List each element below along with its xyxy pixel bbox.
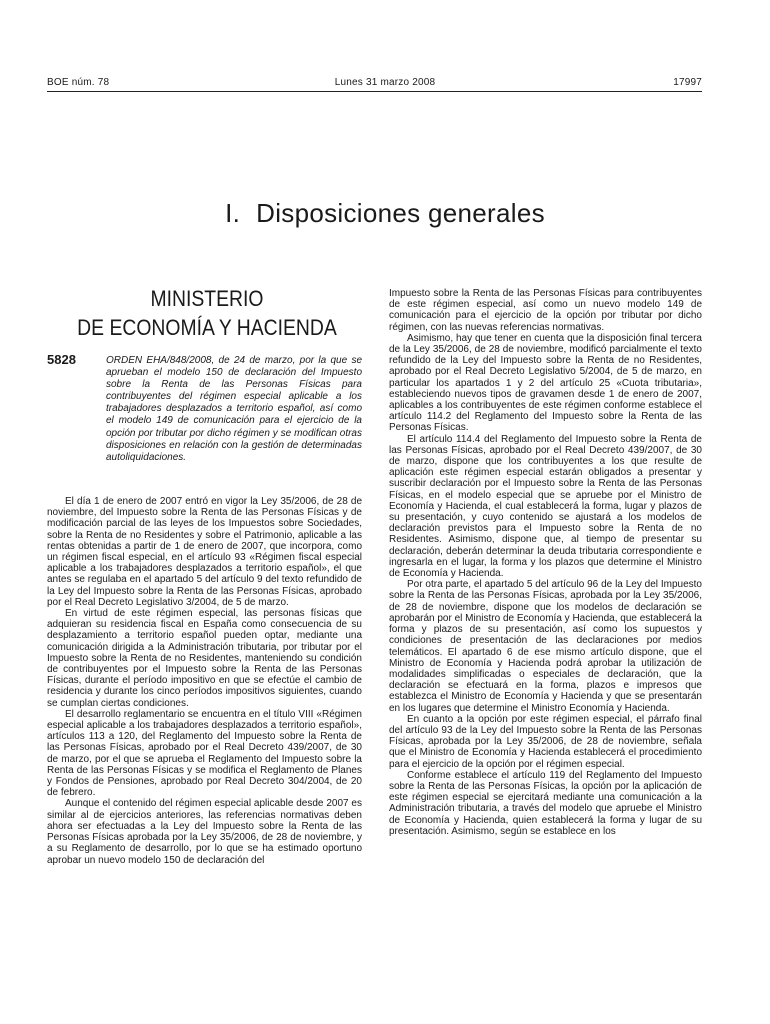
section-number: I.	[225, 198, 241, 228]
right-text-column	[389, 288, 702, 837]
header-date: Lunes 31 marzo 2008	[334, 77, 436, 88]
paragraph: Conforme establece el artículo 119 del Reglamento del Impuesto sobre la Renta de las Personas Físicas, la opción por la aplicación de este régimen especial se ejercitará mediante una comunicación a la Administración tributaria, a través del modelo que apruebe el Ministro de Economía y Hacienda, quien establecerá la forma y lugar de su presentación. Asimismo, según se establece en los	[389, 769, 702, 837]
paragraph: En cuanto a la opción por este régimen especial, el párrafo final del artículo 93 de la Ley del Impuesto sobre la Renta de las Personas Físicas, aprobada por la Ley 35/2006, de 28 de noviembre, señala que el Ministro de Economía y Hacienda establecerá el procedimiento para el ejercicio de la opción por el régimen especial.	[389, 713, 702, 770]
header-page-number: 17997	[673, 77, 702, 88]
paragraph: Asimismo, hay que tener en cuenta que la disposición final tercera de la Ley 35/2006, de 28 de noviembre, modificó parcialmente el texto refundido de la Ley del Impuesto sobre la Renta de no Residentes, aprobado por el Real Decreto Legislativo 5/2004, de 5 de marzo, en particular los apartados 1 y 2 del artículo 25 «Cuota tributaria», estableciendo nuevos tipos de gravamen desde 1 de enero de 2007, aplicables a los contribuyentes de este régimen conforme establece el artículo 114.2 del Reglamento del Impuesto sobre la Renta de las Personas Físicas.	[389, 332, 702, 434]
section-heading	[0, 198, 770, 229]
document-summary: ORDEN EHA/848/2008, de 24 de marzo, por la que se aprueban el modelo 150 de declaración del Impuesto sobre la Renta de las Personas Físicas para contribuyentes del régimen especial aplicable a los trabajadores desplazados a territorio español, así como el modelo 149 de comunicación para el ejercicio de la opción por tributar por dicho régimen y se modifican otras disposiciones en relación con la gestión de determinadas autoliquidaciones.	[106, 355, 362, 463]
document-number: 5828	[47, 352, 76, 367]
ministry-name-line-2: DE ECONOMÍA Y HACIENDA	[77, 315, 337, 340]
paragraph: El día 1 de enero de 2007 entró en vigor la Ley 35/2006, de 28 de noviembre, del Impuesto sobre la Renta de las Personas Físicas y de modificación parcial de las leyes de los Impuestos sobre Sociedades, sobre la Renta de no Residentes y sobre el Patrimonio, aplicable a las rentas obtenidas a partir de 1 de enero de 2007, que incorpora, como un régimen fiscal especial, en el artículo 93 «Régimen fiscal especial aplicable a los trabajadores desplazados a territorio español», el que antes se regulaba en el apartado 5 del artículo 9 del texto refundido de la Ley del Impuesto sobre la Renta de las Personas Físicas, aprobado por el Real Decreto Legislativo 3/2004, de 5 de marzo.	[47, 496, 362, 608]
paragraph: En virtud de este régimen especial, las personas físicas que adquieran su residencia fiscal en España como consecuencia de su desplazamiento a territorio español pueden optar, mediante una comunicación dirigida a la Administración tributaria, por tributar por el Impuesto sobre la Renta de no Residentes, manteniendo su condición de contribuyentes por el Impuesto sobre la Renta de las Personas Físicas, durante el período impositivo en que se efectúe el cambio de residencia y durante los cinco períodos impositivos siguientes, cuando se cumplan ciertas condiciones.	[47, 608, 362, 709]
header-divider	[47, 91, 702, 92]
left-text-column	[47, 496, 362, 866]
paragraph: Aunque el contenido del régimen especial aplicable desde 2007 es similar al de ejercicios anteriores, las referencias normativas deben ahora ser efectuadas a la Ley del Impuesto sobre la Renta de las Personas Físicas aprobada por la Ley 35/2006, de 28 de noviembre, y a su Reglamento de desarrollo, por lo que se ha estimado oportuno aprobar un nuevo modelo 150 de declaración del	[47, 798, 362, 866]
ministry-name-line-1: MINISTERIO	[150, 286, 264, 311]
header-journal-issue: BOE núm. 78	[47, 77, 110, 88]
section-title: Disposiciones generales	[256, 198, 545, 228]
paragraph: El artículo 114.4 del Reglamento del Impuesto sobre la Renta de las Personas Físicas, aprobado por el Real Decreto 439/2007, de 30 de marzo, dispone que los contribuyentes a los que resulte de aplicación este régimen especial estarán obligados a presentar y suscribir declaración por el Impuesto sobre la Renta de las Personas Físicas, en el modelo especial que se apruebe por el Ministro de Economía y Hacienda, el cual establecerá la forma, lugar y plazos de su presentación, y cuyo contenido se ajustará a los modelos de declaración previstos para el Impuesto sobre la Renta de no Residentes. Asimismo, dispone que, al tiempo de presentar su declaración, deberán determinar la deuda tributaria correspondiente e ingresarla en el lugar, la forma y los plazos que determine el Ministro de Economía y Hacienda.	[389, 433, 702, 580]
paragraph: Impuesto sobre la Renta de las Personas Físicas para contribuyentes de este régimen especial, así como un nuevo modelo 149 de comunicación para el ejercicio de la opción por tributar por dicho régimen, con las nuevas referencias normativas.	[389, 288, 702, 333]
paragraph: El desarrollo reglamentario se encuentra en el título VIII «Régimen especial aplicable a los trabajadores desplazados a territorio español», artículos 113 a 120, del Reglamento del Impuesto sobre la Renta de las Personas Físicas, aprobado por el Real Decreto 439/2007, de 30 de marzo, por el que se aprueba el Reglamento del Impuesto sobre la Renta de las Personas Físicas y se modifica el Reglamento de Planes y Fondos de Pensiones, aprobado por Real Decreto 304/2004, de 20 de febrero.	[47, 708, 362, 799]
paragraph: Por otra parte, el apartado 5 del artículo 96 de la Ley del Impuesto sobre la Renta de las Personas Físicas, aprobada por la Ley 35/2006, de 28 de noviembre, dispone que los modelos de declaración se aprobarán por el Ministro de Economía y Hacienda, que establecerá la forma y plazos de su presentación, así como los supuestos y condiciones de presentación de las declaraciones por medios telemáticos. El apartado 6 de ese mismo artículo dispone, que el Ministro de Economía y Hacienda podrá aprobar la utilización de modalidades simplificadas o especiales de declaración, que la declaración se efectuará en la forma, plazos e impresos que establezca el Ministro de Economía y Hacienda y que se presentarán en los lugares que determine el Ministro Economía y Hacienda.	[389, 579, 702, 714]
